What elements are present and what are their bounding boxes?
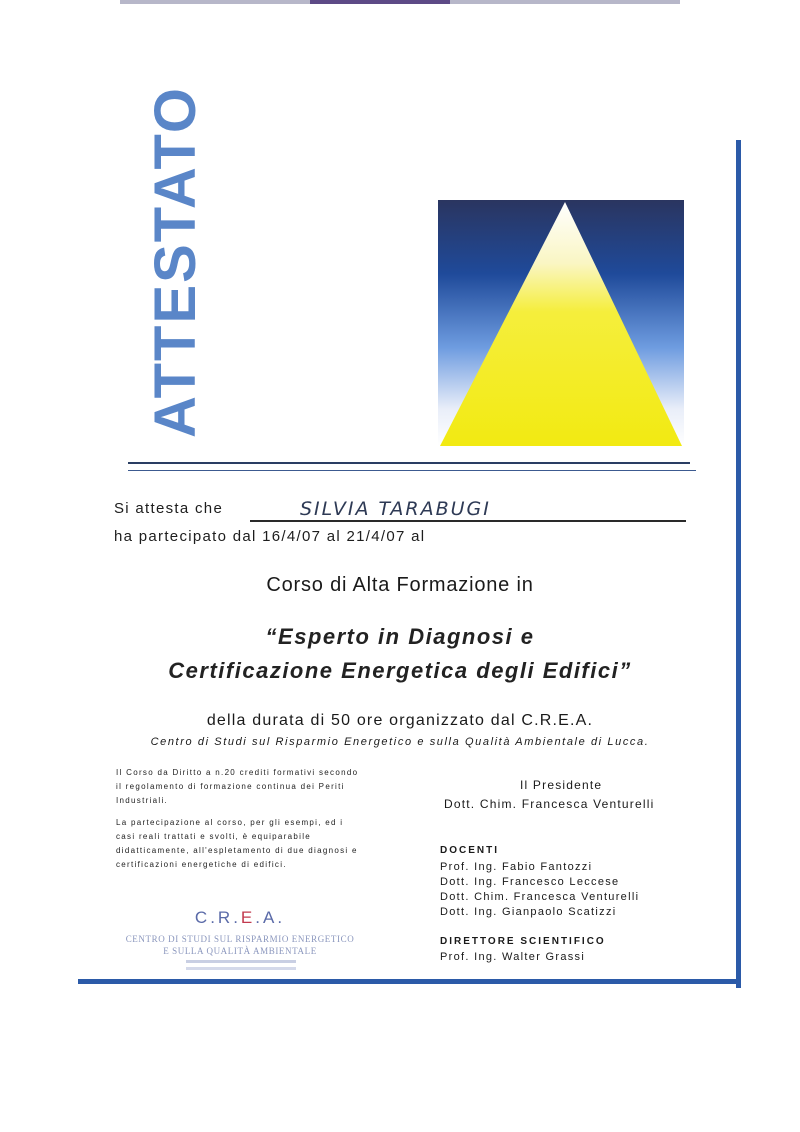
course-title-line2: Certificazione Energetica degli Edifici” [168, 658, 632, 683]
crea-stamp-line2: E SULLA QUALITÀ AMBIENTALE [163, 946, 317, 956]
crea-stamp-logo [160, 908, 320, 928]
si-attesta-label: Si attesta che [114, 500, 224, 517]
crea-letter-e: E [240, 908, 256, 927]
participation-period: ha partecipato dal 16/4/07 al 21/4/07 al [114, 528, 426, 545]
president-name: Dott. Chim. Francesca Venturelli [444, 797, 655, 811]
course-title-line1: “Esperto in Diagnosi e [265, 624, 535, 649]
docente-item: Dott. Ing. Gianpaolo Scatizzi [440, 906, 617, 918]
recipient-name-line [250, 520, 686, 522]
divider-rule-top [128, 462, 690, 464]
attestato-heading: ATTESTATO [143, 85, 208, 438]
course-duration: della durata di 50 ore organizzato dal C.R.E.A. [206, 712, 594, 729]
president-label: Il Presidente [520, 778, 603, 792]
crea-letters-post: .A. [255, 908, 286, 927]
docente-item: Dott. Chim. Francesca Venturelli [440, 891, 640, 903]
crea-stamp-contacts-faint [186, 967, 296, 970]
direttore-heading: DIRETTORE SCIENTIFICO [440, 936, 606, 947]
docente-item: Prof. Ing. Fabio Fantozzi [440, 861, 593, 873]
docente-item: Dott. Ing. Francesco Leccese [440, 876, 620, 888]
course-intro: Corso di Alta Formazione in [266, 574, 534, 596]
crea-stamp-line1: CENTRO DI STUDI SUL RISPARMIO ENERGETICO [125, 934, 355, 944]
organizer-full-name: Centro di Studi sul Risparmio Energetico e sulla Qualità Ambientale di Lucca. [150, 736, 650, 748]
scan-edge-artifact-dark [310, 0, 450, 4]
recipient-name-handwritten: SILVIA TARABUGI [300, 498, 491, 520]
direttore-name: Prof. Ing. Walter Grassi [440, 951, 586, 963]
frame-bottom-border [78, 979, 741, 984]
crea-triangle-logo-graphic [438, 200, 684, 446]
credits-note: Il Corso da Diritto a n.20 crediti formativi secondo il regolamento di formazione continua dei Periti Industriali. [116, 768, 359, 805]
crea-letters-pre: C.R. [194, 908, 241, 927]
equivalence-note: La partecipazione al corso, per gli esempi, ed i casi reali trattati e svolti, è equiparabile didatticamente, all'espletamento di due diagnosi e certificazioni energetiche di edifici. [116, 818, 358, 869]
docenti-heading: DOCENTI [440, 845, 499, 856]
crea-stamp-address-faint [186, 960, 296, 963]
divider-rule-bottom [128, 470, 696, 471]
frame-right-border [736, 140, 741, 988]
